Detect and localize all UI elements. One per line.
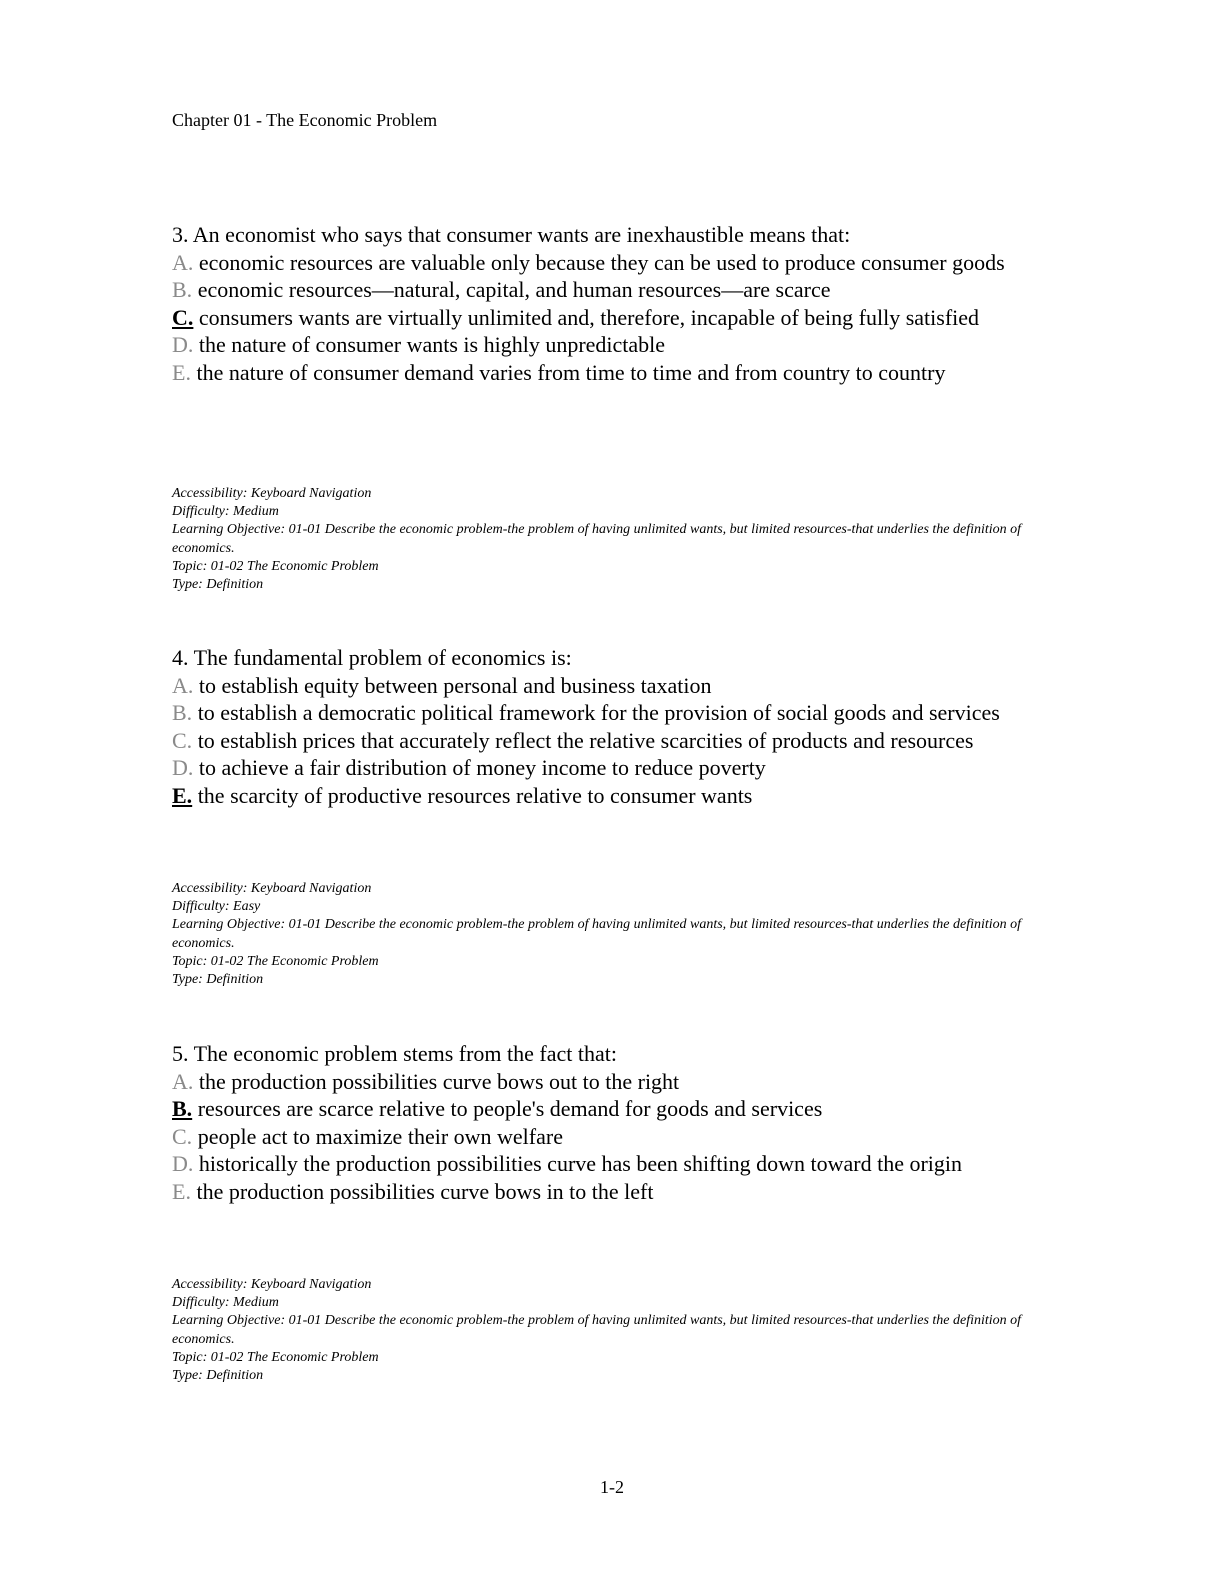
choice-letter: C.	[172, 1123, 193, 1149]
question-stem: 5. The economic problem stems from the fact that:	[172, 1041, 617, 1066]
question-4	[172, 644, 1072, 809]
choice-text: the production possibilities curve bows out to the right	[198, 1068, 680, 1094]
question-5-metadata	[172, 1276, 1072, 1385]
correct-choice-letter: C.	[172, 304, 194, 330]
meta-type: Type: Definition	[172, 1368, 264, 1384]
choice-letter: B.	[172, 700, 193, 725]
meta-topic: Topic: 01-02 The Economic Problem	[172, 953, 379, 969]
meta-type: Type: Definition	[172, 972, 264, 988]
choice-b	[172, 699, 1072, 727]
question-stem: 4. The fundamental problem of economics is:	[172, 645, 572, 670]
choice-letter: D.	[172, 332, 194, 357]
choice-text: people act to maximize their own welfare	[197, 1123, 563, 1149]
meta-topic: Topic: 01-02 The Economic Problem	[172, 1349, 379, 1365]
question-4-metadata	[172, 880, 1072, 989]
choice-text: economic resources—natural, capital, and human resources—are scarce	[197, 277, 831, 302]
meta-accessibility: Accessibility: Keyboard Navigation	[172, 1277, 372, 1292]
meta-accessibility: Accessibility: Keyboard Navigation	[172, 486, 372, 501]
meta-learning-objective: Learning Objective: 01-01 Describe the economic problem-the problem of having unlimited wants, but limited resources-that underlies the definition of economics.	[172, 522, 1022, 556]
question-stem: 3. An economist who says that consumer wants are inexhaustible means that:	[172, 222, 851, 247]
page-number: 1-2	[600, 1477, 624, 1497]
choice-letter: B.	[172, 277, 193, 302]
choice-c-correct	[172, 304, 1072, 332]
choice-text: the nature of consumer demand varies from time to time and from country to country	[196, 359, 946, 385]
question-5	[172, 1040, 1072, 1205]
choice-letter: A.	[172, 249, 194, 275]
choice-c	[172, 1123, 1072, 1151]
meta-difficulty: Difficulty: Medium	[172, 1295, 279, 1311]
choice-d	[172, 1150, 1072, 1178]
choice-e	[172, 359, 1072, 387]
choice-letter: D.	[172, 755, 194, 780]
meta-difficulty: Difficulty: Easy	[172, 899, 261, 915]
choice-letter: D.	[172, 1151, 194, 1176]
correct-choice-letter: B.	[172, 1096, 193, 1121]
choice-a	[172, 249, 1072, 277]
choice-text: the scarcity of productive resources relative to consumer wants	[197, 782, 753, 808]
choice-text: historically the production possibilities curve has been shifting down toward the origin	[198, 1151, 963, 1176]
choice-e	[172, 1178, 1072, 1206]
choice-text: consumers wants are virtually unlimited and, therefore, incapable of being fully satisfied	[198, 304, 980, 330]
choice-letter: E.	[172, 359, 191, 385]
choice-e-correct	[172, 782, 1072, 810]
meta-accessibility: Accessibility: Keyboard Navigation	[172, 881, 372, 896]
choice-letter: C.	[172, 727, 193, 753]
meta-type: Type: Definition	[172, 577, 264, 593]
question-3-metadata	[172, 485, 1072, 594]
choice-a	[172, 672, 1072, 700]
choice-c	[172, 727, 1072, 755]
meta-topic: Topic: 01-02 The Economic Problem	[172, 558, 379, 574]
choice-text: to establish prices that accurately reflect the relative scarcities of products and resources	[197, 727, 974, 753]
question-3	[172, 221, 1072, 386]
choice-a	[172, 1068, 1072, 1096]
choice-text: resources are scarce relative to people's demand for goods and services	[197, 1096, 823, 1121]
choice-d	[172, 331, 1072, 359]
choice-letter: A.	[172, 1068, 194, 1094]
choice-letter: E.	[172, 1178, 191, 1204]
choice-d	[172, 754, 1072, 782]
choice-b	[172, 276, 1072, 304]
choice-text: the production possibilities curve bows in to the left	[196, 1178, 654, 1204]
correct-choice-letter: E.	[172, 782, 193, 808]
meta-learning-objective: Learning Objective: 01-01 Describe the economic problem-the problem of having unlimited wants, but limited resources-that underlies the definition of economics.	[172, 917, 1022, 951]
meta-difficulty: Difficulty: Medium	[172, 504, 279, 520]
choice-letter: A.	[172, 672, 194, 698]
choice-text: to establish a democratic political framework for the provision of social goods and services	[197, 700, 1000, 725]
meta-learning-objective: Learning Objective: 01-01 Describe the economic problem-the problem of having unlimited wants, but limited resources-that underlies the definition of economics.	[172, 1313, 1022, 1347]
choice-text: the nature of consumer wants is highly unpredictable	[198, 332, 666, 357]
choice-text: economic resources are valuable only because they can be used to produce consumer goods	[198, 249, 1005, 275]
choice-b-correct	[172, 1095, 1072, 1123]
page-header: Chapter 01 - The Economic Problem	[172, 110, 438, 130]
choice-text: to achieve a fair distribution of money income to reduce poverty	[198, 755, 766, 780]
choice-text: to establish equity between personal and business taxation	[198, 672, 712, 698]
